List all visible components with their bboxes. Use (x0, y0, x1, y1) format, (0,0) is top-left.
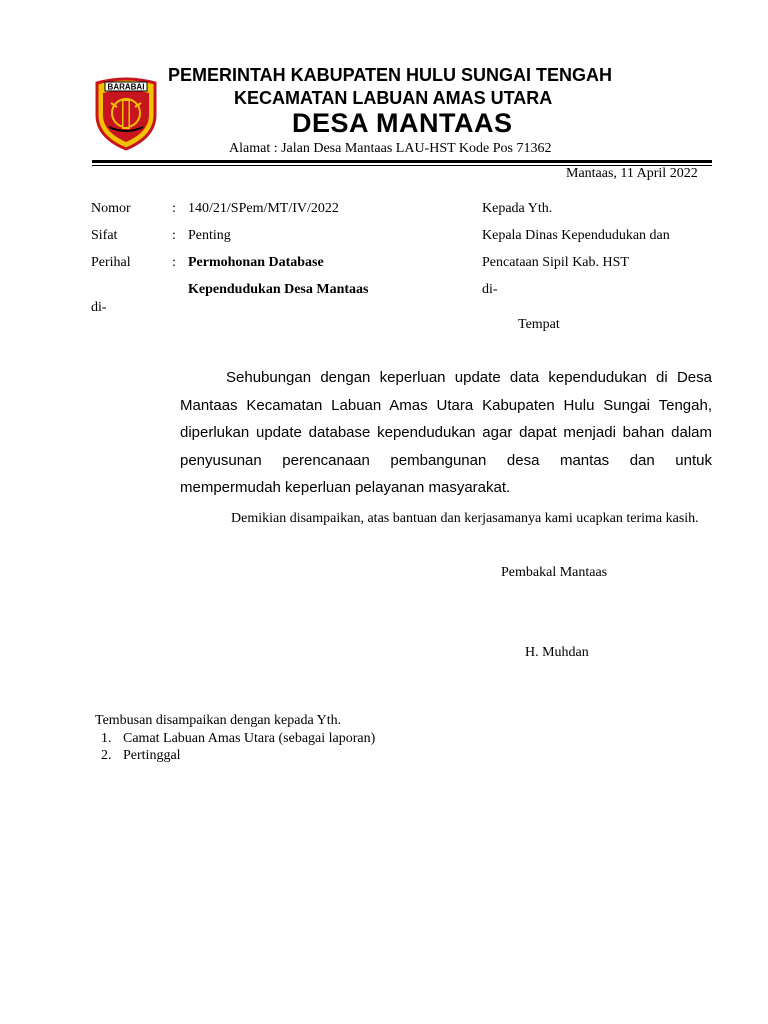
body-paragraph-1-text: Sehubungan dengan keperluan update data kependudukan di Desa Mantaas Kecamatan Labuan Amas Utara Kabupaten Hulu Sungai Tengah, diperlukan update database kependudukan agar dapat menjadi bahan dalam penyusunan perencanaan pembangunan desa mantas dan untuk mempermudah keperluan pelayanan masyarakat. (180, 369, 712, 496)
nomor-value: 140/21/SPem/MT/IV/2022 (188, 201, 339, 216)
cc-item-1-num: 1. (101, 731, 112, 746)
recipient-line1: Kepada Yth. (482, 201, 553, 216)
letterhead-district: KECAMATAN LABUAN AMAS UTARA (234, 88, 553, 108)
regency-logo (93, 77, 159, 151)
body-paragraph-2-text: Demikian disampaikan, atas bantuan dan kerjasamanya kami ucapkan terima kasih. (231, 511, 699, 526)
body-paragraph-2 (185, 505, 712, 532)
logo-text: BARABAI (107, 82, 145, 92)
perihal-value-line2: Kependudukan Desa Mantaas (188, 282, 369, 297)
perihal-value-line1: Permohonan Database (188, 255, 324, 270)
sifat-value: Penting (188, 228, 231, 243)
recipient-line5: Tempat (518, 317, 560, 332)
sifat-colon: : (172, 228, 176, 243)
nomor-label: Nomor (91, 201, 131, 216)
perihal-colon: : (172, 255, 176, 270)
signature-name: H. Muhdan (525, 645, 589, 660)
cc-item-2-text: Pertinggal (123, 748, 181, 763)
signature-title: Pembakal Mantaas (501, 565, 608, 580)
letterhead-divider-thick (92, 160, 712, 163)
letter-date: Mantaas, 11 April 2022 (566, 166, 698, 181)
nomor-colon: : (172, 201, 176, 216)
cc-item-1-text: Camat Labuan Amas Utara (sebagai laporan) (123, 731, 376, 746)
perihal-label: Perihal (91, 255, 131, 270)
recipient-line2: Kepala Dinas Kependudukan dan (482, 228, 670, 243)
recipient-line3: Pencataan Sipil Kab. HST (482, 255, 629, 270)
letterhead-government: PEMERINTAH KABUPATEN HULU SUNGAI TENGAH (168, 65, 612, 85)
cc-heading: Tembusan disampaikan dengan kepada Yth. (95, 713, 342, 728)
recipient-line4: di- (482, 282, 498, 297)
cc-item-2-num: 2. (101, 748, 112, 763)
left-di: di- (91, 300, 107, 315)
letterhead-address: Alamat : Jalan Desa Mantaas LAU-HST Kode Pos 71362 (229, 141, 552, 156)
sifat-label: Sifat (91, 228, 118, 243)
letterhead-village: DESA MANTAAS (292, 108, 513, 138)
body-paragraph-1 (180, 364, 712, 502)
